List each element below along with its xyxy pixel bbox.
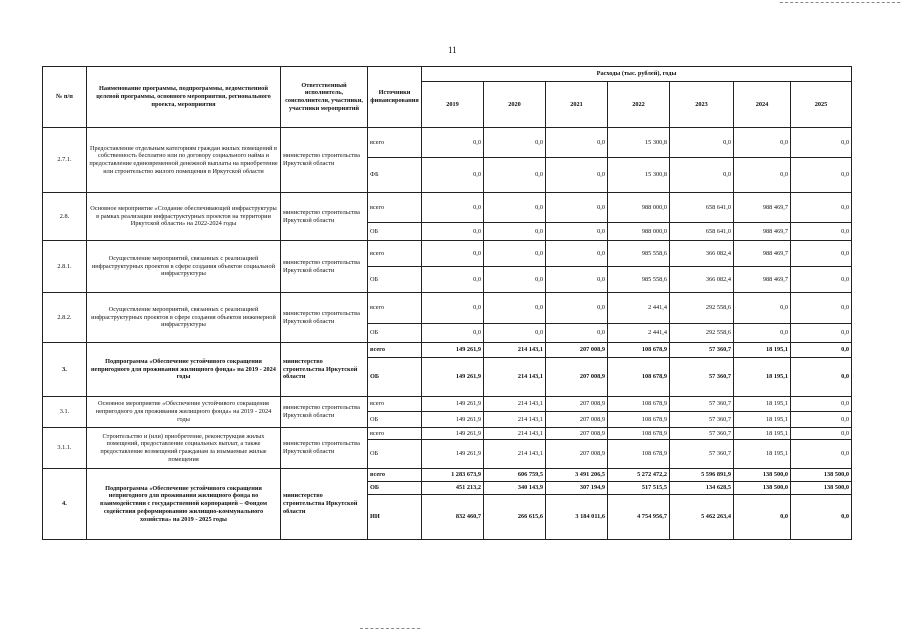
expense-value: 0,0 bbox=[546, 158, 608, 193]
expense-value: 988 469,7 bbox=[734, 241, 791, 267]
header-year: 2020 bbox=[484, 82, 546, 128]
table-row bbox=[43, 241, 852, 267]
header-name: Наименование программы, подпрограммы, ведомственной целевой программы, основного мероприятия, регионального проекта, мероприятия bbox=[87, 67, 281, 128]
footer-dash bbox=[360, 628, 420, 629]
funding-source: ОБ bbox=[368, 267, 422, 293]
expense-value: 0,0 bbox=[734, 324, 791, 343]
table-row bbox=[43, 293, 852, 324]
row-name: Основное мероприятие «Обеспечение устойчивого сокращения непригодного для проживания жилищного фонда» на 2019 - 2024 годы bbox=[87, 397, 281, 428]
expense-value: 18 195,1 bbox=[734, 440, 791, 469]
expense-value: 0,0 bbox=[546, 293, 608, 324]
expense-value: 340 143,9 bbox=[484, 482, 546, 495]
expense-value: 0,0 bbox=[422, 193, 484, 223]
header-year: 2025 bbox=[791, 82, 852, 128]
table-row bbox=[43, 343, 852, 358]
row-executor: министерство строительства Иркутской области bbox=[281, 397, 368, 428]
expense-value: 0,0 bbox=[422, 293, 484, 324]
row-name: Подпрограмма «Обеспечение устойчивого сокращения непригодного для проживания жилищного фонда во взаимодействии с государственной корпорацией – Фондом содействия реформированию жилищно-коммунального хозяйства» на 2019 - 2025 годы bbox=[87, 469, 281, 540]
expense-value: 988 469,7 bbox=[734, 223, 791, 241]
expense-value: 149 261,9 bbox=[422, 343, 484, 358]
row-executor: министерство строительства Иркутской области bbox=[281, 241, 368, 293]
expense-value: 0,0 bbox=[791, 241, 852, 267]
header-year: 2024 bbox=[734, 82, 791, 128]
header-year: 2023 bbox=[670, 82, 734, 128]
row-executor: министерство строительства Иркутской области bbox=[281, 343, 368, 397]
table-row bbox=[43, 397, 852, 412]
expense-value: 292 558,6 bbox=[670, 324, 734, 343]
expense-value: 988 469,7 bbox=[734, 193, 791, 223]
expense-value: 658 641,0 bbox=[670, 193, 734, 223]
expense-value: 0,0 bbox=[546, 324, 608, 343]
row-name: Осуществление мероприятий, связанных с реализацией инфраструктурных проектов в сфере создания объектов инженерной инфраструктуры bbox=[87, 293, 281, 343]
expense-value: 5 462 263,4 bbox=[670, 495, 734, 540]
expense-value: 266 615,6 bbox=[484, 495, 546, 540]
header-num: № п/п bbox=[43, 67, 87, 128]
funding-source: всего bbox=[368, 293, 422, 324]
row-name: Основное мероприятие «Создание обеспечивающей инфраструктуры в рамках реализации инфраструктурных проектов на территории Иркутской области» на 2022-2024 годы bbox=[87, 193, 281, 241]
expense-value: 366 082,4 bbox=[670, 241, 734, 267]
expense-value: 0,0 bbox=[734, 293, 791, 324]
expense-value: 0,0 bbox=[546, 128, 608, 158]
funding-source: ОБ bbox=[368, 324, 422, 343]
expense-value: 18 195,1 bbox=[734, 358, 791, 397]
expense-value: 0,0 bbox=[791, 193, 852, 223]
funding-source: ОБ bbox=[368, 440, 422, 469]
row-name: Предоставление отдельным категориям граждан жилых помещений в собственность бесплатно или по договору социального найма и предоставление единовременной денежной выплаты на приобретение или строительство жилого помещения в Иркутской области bbox=[87, 128, 281, 193]
funding-source: ОБ bbox=[368, 412, 422, 428]
header-year: 2022 bbox=[608, 82, 670, 128]
funding-source: ИИ bbox=[368, 495, 422, 540]
expense-value: 207 008,9 bbox=[546, 412, 608, 428]
expense-value: 0,0 bbox=[422, 241, 484, 267]
expense-value: 988 469,7 bbox=[734, 267, 791, 293]
expense-value: 57 360,7 bbox=[670, 428, 734, 440]
expense-value: 214 143,1 bbox=[484, 397, 546, 412]
expense-value: 149 261,9 bbox=[422, 397, 484, 412]
expense-value: 138 500,0 bbox=[734, 482, 791, 495]
funding-source: всего bbox=[368, 128, 422, 158]
expenses-table bbox=[42, 66, 852, 540]
expense-value: 988 000,0 bbox=[608, 223, 670, 241]
row-number: 2.7.1. bbox=[43, 128, 87, 193]
expense-value: 0,0 bbox=[791, 128, 852, 158]
expense-value: 138 500,0 bbox=[791, 469, 852, 482]
funding-source: всего bbox=[368, 343, 422, 358]
expense-value: 0,0 bbox=[734, 495, 791, 540]
expense-value: 0,0 bbox=[484, 241, 546, 267]
expense-value: 0,0 bbox=[734, 128, 791, 158]
expense-value: 214 143,1 bbox=[484, 440, 546, 469]
expense-value: 0,0 bbox=[791, 428, 852, 440]
expense-value: 149 261,9 bbox=[422, 440, 484, 469]
expense-value: 0,0 bbox=[484, 324, 546, 343]
expense-value: 108 678,9 bbox=[608, 358, 670, 397]
expense-value: 0,0 bbox=[484, 193, 546, 223]
expense-value: 2 441,4 bbox=[608, 324, 670, 343]
expense-value: 57 360,7 bbox=[670, 412, 734, 428]
expense-value: 0,0 bbox=[791, 397, 852, 412]
expense-value: 4 754 956,7 bbox=[608, 495, 670, 540]
expense-value: 0,0 bbox=[791, 358, 852, 397]
expense-value: 985 558,6 bbox=[608, 267, 670, 293]
table-row bbox=[43, 128, 852, 158]
expense-value: 108 678,9 bbox=[608, 440, 670, 469]
funding-source: ОБ bbox=[368, 482, 422, 495]
header-executor: Ответственный исполнитель, соисполнители, участники, участники мероприятий bbox=[281, 67, 368, 128]
header-year: 2019 bbox=[422, 82, 484, 128]
funding-source: ОБ bbox=[368, 223, 422, 241]
row-number: 4. bbox=[43, 469, 87, 540]
expense-value: 0,0 bbox=[422, 128, 484, 158]
expense-value: 0,0 bbox=[484, 223, 546, 241]
expense-value: 451 213,2 bbox=[422, 482, 484, 495]
expense-value: 0,0 bbox=[422, 267, 484, 293]
expense-value: 149 261,9 bbox=[422, 358, 484, 397]
table-row bbox=[43, 193, 852, 223]
expense-value: 0,0 bbox=[791, 158, 852, 193]
expense-value: 0,0 bbox=[546, 223, 608, 241]
expense-value: 0,0 bbox=[484, 267, 546, 293]
expense-value: 1 283 673,9 bbox=[422, 469, 484, 482]
row-number: 2.8.2. bbox=[43, 293, 87, 343]
expense-value: 0,0 bbox=[791, 412, 852, 428]
expense-value: 0,0 bbox=[791, 293, 852, 324]
expense-value: 307 194,9 bbox=[546, 482, 608, 495]
expense-value: 0,0 bbox=[422, 324, 484, 343]
row-number: 3.1. bbox=[43, 397, 87, 428]
expense-value: 138 500,0 bbox=[791, 482, 852, 495]
funding-source: всего bbox=[368, 469, 422, 482]
header-year: 2021 bbox=[546, 82, 608, 128]
expense-value: 3 184 011,6 bbox=[546, 495, 608, 540]
expense-value: 0,0 bbox=[546, 267, 608, 293]
expense-value: 0,0 bbox=[484, 128, 546, 158]
expense-value: 214 143,1 bbox=[484, 412, 546, 428]
expense-value: 134 628,5 bbox=[670, 482, 734, 495]
header-expenses: Расходы (тыс. рублей), годы bbox=[422, 67, 852, 82]
top-right-dash bbox=[780, 2, 900, 3]
expense-value: 108 678,9 bbox=[608, 428, 670, 440]
expense-value: 0,0 bbox=[422, 158, 484, 193]
expense-value: 0,0 bbox=[791, 223, 852, 241]
expense-value: 0,0 bbox=[791, 495, 852, 540]
funding-source: ФБ bbox=[368, 158, 422, 193]
expense-value: 292 558,6 bbox=[670, 293, 734, 324]
row-number: 2.8.1. bbox=[43, 241, 87, 293]
expense-value: 18 195,1 bbox=[734, 343, 791, 358]
expense-value: 57 360,7 bbox=[670, 440, 734, 469]
expense-value: 517 515,5 bbox=[608, 482, 670, 495]
expense-value: 214 143,1 bbox=[484, 428, 546, 440]
expense-value: 988 000,0 bbox=[608, 193, 670, 223]
row-executor: министерство строительства Иркутской области bbox=[281, 469, 368, 540]
expense-value: 0,0 bbox=[484, 293, 546, 324]
row-number: 2.8. bbox=[43, 193, 87, 241]
row-name: Осуществление мероприятий, связанных с реализацией инфраструктурных проектов в сфере создания объектов социальной инфраструктуры bbox=[87, 241, 281, 293]
row-executor: министерство строительства Иркутской области bbox=[281, 428, 368, 469]
page-number: 11 bbox=[448, 45, 457, 55]
funding-source: всего bbox=[368, 241, 422, 267]
expense-value: 0,0 bbox=[791, 343, 852, 358]
expense-value: 832 460,7 bbox=[422, 495, 484, 540]
expense-value: 207 008,9 bbox=[546, 428, 608, 440]
expense-value: 149 261,9 bbox=[422, 428, 484, 440]
expense-value: 207 008,9 bbox=[546, 397, 608, 412]
header-source: Источники финансирования bbox=[368, 67, 422, 128]
expense-value: 207 008,9 bbox=[546, 440, 608, 469]
expense-value: 0,0 bbox=[546, 241, 608, 267]
expense-value: 138 500,0 bbox=[734, 469, 791, 482]
expense-value: 207 008,9 bbox=[546, 343, 608, 358]
funding-source: всего bbox=[368, 397, 422, 412]
expense-value: 214 143,1 bbox=[484, 343, 546, 358]
row-name: Строительство и (или) приобретение, реконструкция жилых помещений, предоставление социальных выплат, а также предоставление возмещений гражданам за изымаемые жилые помещения bbox=[87, 428, 281, 469]
expense-value: 0,0 bbox=[734, 158, 791, 193]
expense-value: 3 491 206,5 bbox=[546, 469, 608, 482]
expense-value: 15 300,8 bbox=[608, 128, 670, 158]
table-row bbox=[43, 428, 852, 440]
expense-value: 108 678,9 bbox=[608, 397, 670, 412]
row-executor: министерство строительства Иркутской области bbox=[281, 293, 368, 343]
table-row bbox=[43, 469, 852, 482]
expense-value: 18 195,1 bbox=[734, 412, 791, 428]
expense-value: 5 596 891,9 bbox=[670, 469, 734, 482]
expense-value: 0,0 bbox=[484, 158, 546, 193]
expense-value: 57 360,7 bbox=[670, 343, 734, 358]
expense-value: 2 441,4 bbox=[608, 293, 670, 324]
expense-value: 658 641,0 bbox=[670, 223, 734, 241]
row-executor: министерство строительства Иркутской области bbox=[281, 128, 368, 193]
expense-value: 606 759,5 bbox=[484, 469, 546, 482]
row-name: Подпрограмма «Обеспечение устойчивого сокращения непригодного для проживания жилищного фонда» на 2019 - 2024 годы bbox=[87, 343, 281, 397]
funding-source: всего bbox=[368, 428, 422, 440]
expense-value: 5 272 472,2 bbox=[608, 469, 670, 482]
expense-value: 0,0 bbox=[546, 193, 608, 223]
expense-value: 0,0 bbox=[791, 440, 852, 469]
expense-value: 18 195,1 bbox=[734, 428, 791, 440]
row-executor: министерство строительства Иркутской области bbox=[281, 193, 368, 241]
row-number: 3.1.1. bbox=[43, 428, 87, 469]
funding-source: всего bbox=[368, 193, 422, 223]
expense-value: 0,0 bbox=[422, 223, 484, 241]
expense-value: 366 082,4 bbox=[670, 267, 734, 293]
expense-value: 57 360,7 bbox=[670, 397, 734, 412]
expense-value: 108 678,9 bbox=[608, 343, 670, 358]
expense-value: 985 558,6 bbox=[608, 241, 670, 267]
expense-value: 0,0 bbox=[670, 128, 734, 158]
expense-value: 0,0 bbox=[791, 324, 852, 343]
expense-value: 18 195,1 bbox=[734, 397, 791, 412]
row-number: 3. bbox=[43, 343, 87, 397]
expense-value: 149 261,9 bbox=[422, 412, 484, 428]
expense-value: 207 008,9 bbox=[546, 358, 608, 397]
expense-value: 108 678,9 bbox=[608, 412, 670, 428]
expense-value: 15 300,8 bbox=[608, 158, 670, 193]
expense-value: 214 143,1 bbox=[484, 358, 546, 397]
expense-value: 0,0 bbox=[791, 267, 852, 293]
expense-value: 0,0 bbox=[670, 158, 734, 193]
funding-source: ОБ bbox=[368, 358, 422, 397]
expense-value: 57 360,7 bbox=[670, 358, 734, 397]
